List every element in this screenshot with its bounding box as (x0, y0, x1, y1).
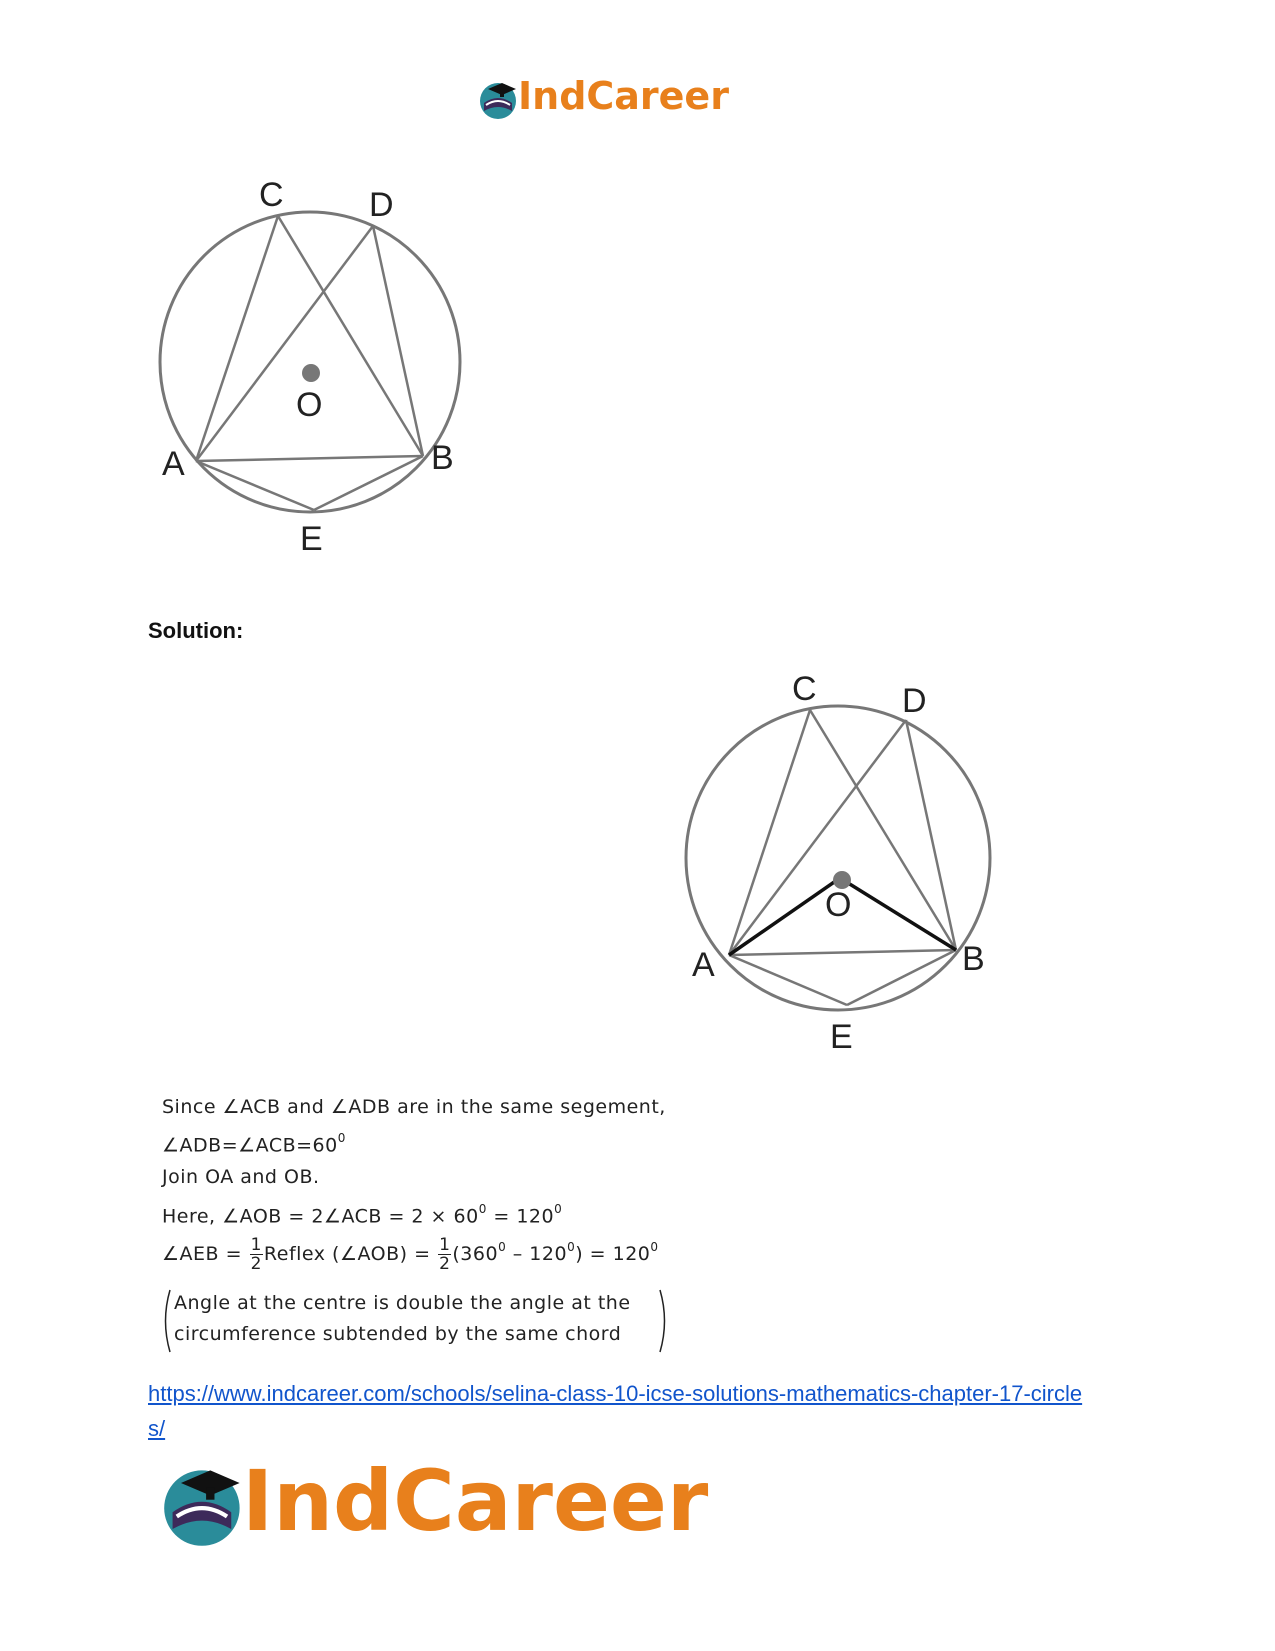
figure-solution-circle (672, 660, 1002, 1080)
left-paren (160, 1288, 172, 1354)
source-link-line-2[interactable]: s/ (148, 1416, 166, 1441)
solution-heading: Solution: (148, 618, 244, 643)
graduation-book-globe-icon (478, 79, 520, 121)
label-D: D (369, 186, 394, 224)
label-E: E (830, 1018, 853, 1056)
footer-logo-text: IndCareer (242, 1452, 709, 1550)
label-A: A (162, 445, 185, 483)
reason-note (160, 1288, 680, 1354)
graduation-book-globe-icon (160, 1462, 248, 1550)
footer-logo (160, 1452, 709, 1558)
math-line-2: $\angle ADB=\angle ACB=60^0$ (162, 1131, 346, 1157)
fraction-half: $\frac{1}{2}$ (250, 1235, 262, 1274)
math-line-1: Since ∠ACB and ∠ADB are in the same segement, (162, 1096, 666, 1118)
chord-AD (196, 226, 373, 461)
label-E: E (300, 520, 323, 558)
source-link-line-1[interactable]: https://www.indcareer.com/schools/selina-class-10-icse-solutions-mathematics-chapter-17-circle (148, 1381, 1083, 1406)
math-line-4: Here, ∠AOB = 2∠ACB = $2 \times 60^0 = 120^0$ (162, 1202, 563, 1228)
chord-AB (196, 456, 423, 461)
math-line-3: Join OA and OB. (162, 1166, 320, 1188)
reason-line-2: circumference subtended by the same chord (174, 1323, 622, 1345)
fraction-half: $\frac{1}{2}$ (439, 1235, 451, 1274)
figure-question-circle (150, 170, 480, 560)
radius-OB (840, 878, 956, 950)
label-C: C (259, 176, 284, 214)
chord-AB (729, 950, 956, 955)
math-line-5: ∠AEB = $\frac{1}{2}$ Reflex (∠AOB) = $\frac{1}{2}$ $(360^0 - 120^0) = 120^0$ (162, 1235, 659, 1274)
header-logo (478, 76, 748, 126)
reason-line-1: Angle at the centre is double the angle at the (174, 1292, 631, 1314)
label-C: C (792, 670, 817, 708)
chord-AD (729, 720, 906, 955)
chord-DB (373, 226, 423, 456)
right-paren (658, 1288, 670, 1354)
header-logo-text: IndCareer (518, 74, 729, 118)
circle-outline (160, 212, 460, 512)
chord-AC (729, 710, 810, 955)
chord-EB (314, 456, 423, 510)
label-O: O (825, 886, 852, 924)
source-link[interactable] (148, 1376, 1148, 1446)
label-B: B (431, 439, 454, 477)
label-A: A (692, 946, 715, 984)
circle-outline (686, 706, 990, 1010)
radius-OA (729, 878, 840, 955)
label-D: D (902, 682, 927, 720)
centre-dot (302, 364, 320, 382)
label-O: O (296, 386, 323, 424)
label-B: B (962, 940, 985, 978)
